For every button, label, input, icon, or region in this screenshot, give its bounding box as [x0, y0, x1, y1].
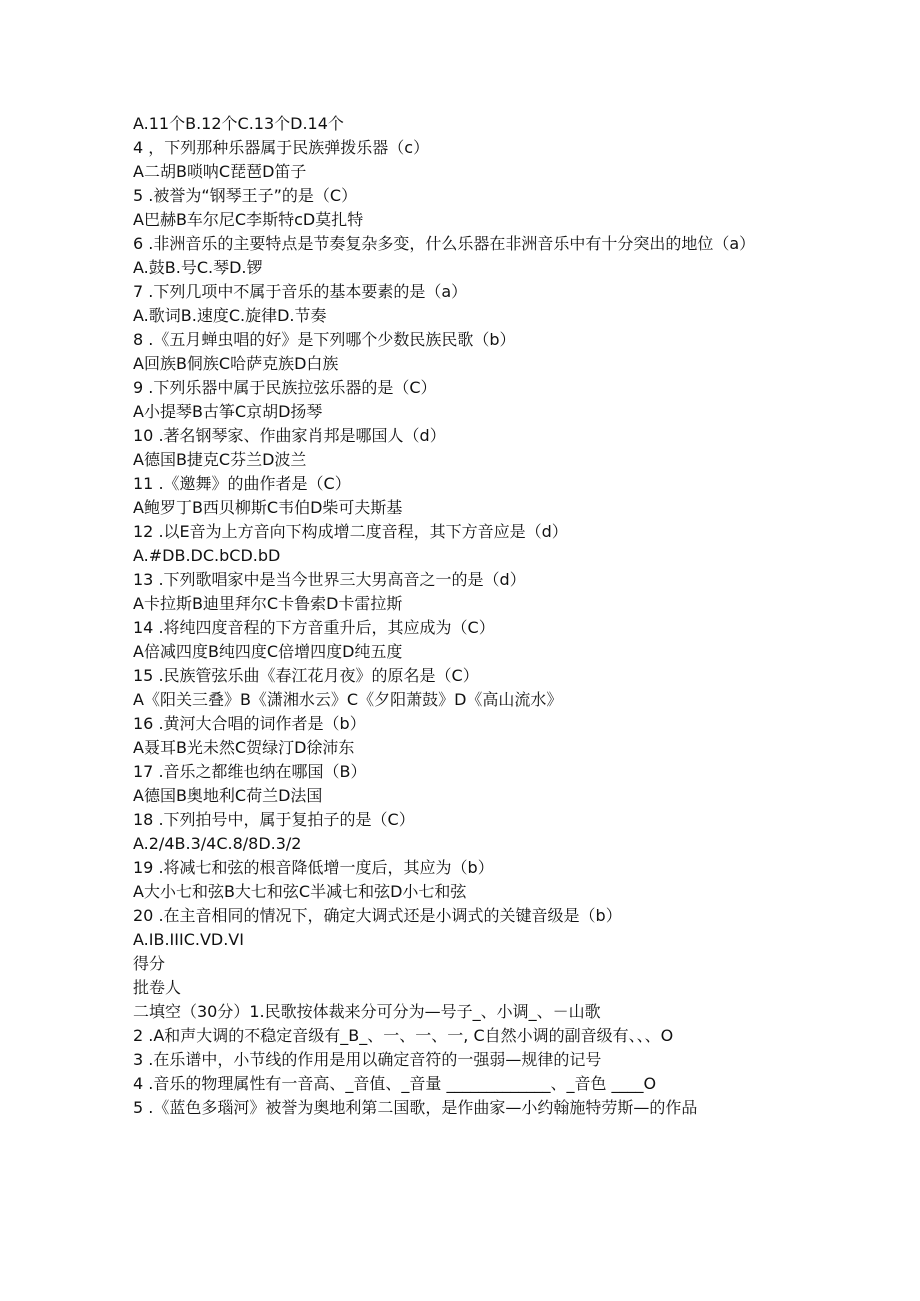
- question-16-options: A聂耳B光未然C贺绿汀D徐沛东: [133, 738, 355, 757]
- fill-blank-3: 3 .在乐谱中，小节线的作用是用以确定音符的一强弱—规律的记号: [133, 1050, 602, 1069]
- question-18-options: A.2/4B.3/4C.8/8D.3/2: [133, 834, 302, 853]
- question-8-stem: 8 .《五月蝉虫唱的好》是下列哪个少数民族民歌（b）: [133, 330, 516, 349]
- fill-blank-4: 4 .音乐的物理属性有一音高、_音值、_音量 _____________、_音色 ____O: [133, 1074, 657, 1093]
- question-4-options: A二胡B唢呐C琵琶D笛子: [133, 162, 307, 181]
- grader-label: 批卷人: [133, 978, 182, 997]
- question-20-stem: 20 .在主音相同的情况下，确定大调式还是小调式的关键音级是（b）: [133, 906, 622, 925]
- question-16-stem: 16 .黄河大合唱的词作者是（b）: [133, 714, 366, 733]
- question-12-stem: 12 .以E音为上方音向下构成增二度音程，其下方音应是（d）: [133, 522, 568, 541]
- question-15-options: A《阳关三叠》B《潇湘水云》C《夕阳萧鼓》D《高山流水》: [133, 690, 563, 709]
- question-19-options: A大小七和弦B大七和弦C半减七和弦D小七和弦: [133, 882, 467, 901]
- question-11-stem: 11 .《邀舞》的曲作者是（C）: [133, 474, 351, 493]
- question-11-options: A鲍罗丁B西贝柳斯C韦伯D柴可夫斯基: [133, 498, 403, 517]
- question-13-options: A卡拉斯B迪里拜尔C卡鲁索D卡雷拉斯: [133, 594, 403, 613]
- question-14-options: A倍减四度B纯四度C倍增四度D纯五度: [133, 642, 403, 661]
- question-9-stem: 9 .下列乐器中属于民族拉弦乐器的是（C）: [133, 378, 437, 397]
- question-7-options: A.歌词B.速度C.旋律D.节奏: [133, 306, 327, 325]
- exam-text-body: [133, 112, 793, 1120]
- score-label: 得分: [133, 954, 166, 973]
- question-19-stem: 19 .将减七和弦的根音降低增一度后，其应为（b）: [133, 858, 494, 877]
- question-15-stem: 15 .民族管弦乐曲《春江花月夜》的原名是（C）: [133, 666, 479, 685]
- question-10-stem: 10 .著名钢琴家、作曲家肖邦是哪国人（d）: [133, 426, 446, 445]
- question-7-stem: 7 .下列几项中不属于音乐的基本要素的是（a）: [133, 282, 468, 301]
- question-14-stem: 14 .将纯四度音程的下方音重升后，其应成为（C）: [133, 618, 495, 637]
- fill-blank-5: 5 .《蓝色多瑙河》被誉为奥地利第二国歌，是作曲家—小约翰施特劳斯—的作品: [133, 1098, 698, 1117]
- question-9-options: A小提琴B古筝C京胡D扬琴: [133, 402, 323, 421]
- question-20-options: A.IB.IIIC.VD.VI: [133, 930, 244, 949]
- question-8-options: A回族B侗族C哈萨克族D白族: [133, 354, 339, 373]
- question-3-options: A.11个B.12个C.13个D.14个: [133, 114, 344, 133]
- question-5-options: A巴赫B车尔尼C李斯特cD莫扎特: [133, 210, 364, 229]
- question-6-stem: 6 .非洲音乐的主要特点是节奏复杂多变，什么乐器在非洲音乐中有十分突出的地位（a）: [133, 234, 756, 253]
- question-5-stem: 5 .被誉为“钢琴王子”的是（C）: [133, 186, 358, 205]
- question-4-stem: 4 ，下列那种乐器属于民族弹拨乐器（c）: [133, 138, 430, 157]
- question-10-options: A德国B捷克C芬兰D波兰: [133, 450, 307, 469]
- question-6-options: A.鼓B.号C.琴D.锣: [133, 258, 263, 277]
- question-17-options: A德国B奥地利C荷兰D法国: [133, 786, 323, 805]
- question-17-stem: 17 .音乐之都维也纳在哪国（B）: [133, 762, 367, 781]
- question-13-stem: 13 .下列歌唱家中是当今世界三大男高音之一的是（d）: [133, 570, 526, 589]
- fill-blank-2: 2 .A和声大调的不稳定音级有_B_、一、一、一, C自然小调的副音级有、、、O: [133, 1026, 674, 1045]
- question-12-options: A.#DB.DC.bCD.bD: [133, 546, 281, 565]
- question-18-stem: 18 .下列拍号中，属于复拍子的是（C）: [133, 810, 415, 829]
- fill-blank-section-heading: 二填空（30分）1.民歌按体裁来分可分为—号子_、小调_、－山歌: [133, 1002, 601, 1021]
